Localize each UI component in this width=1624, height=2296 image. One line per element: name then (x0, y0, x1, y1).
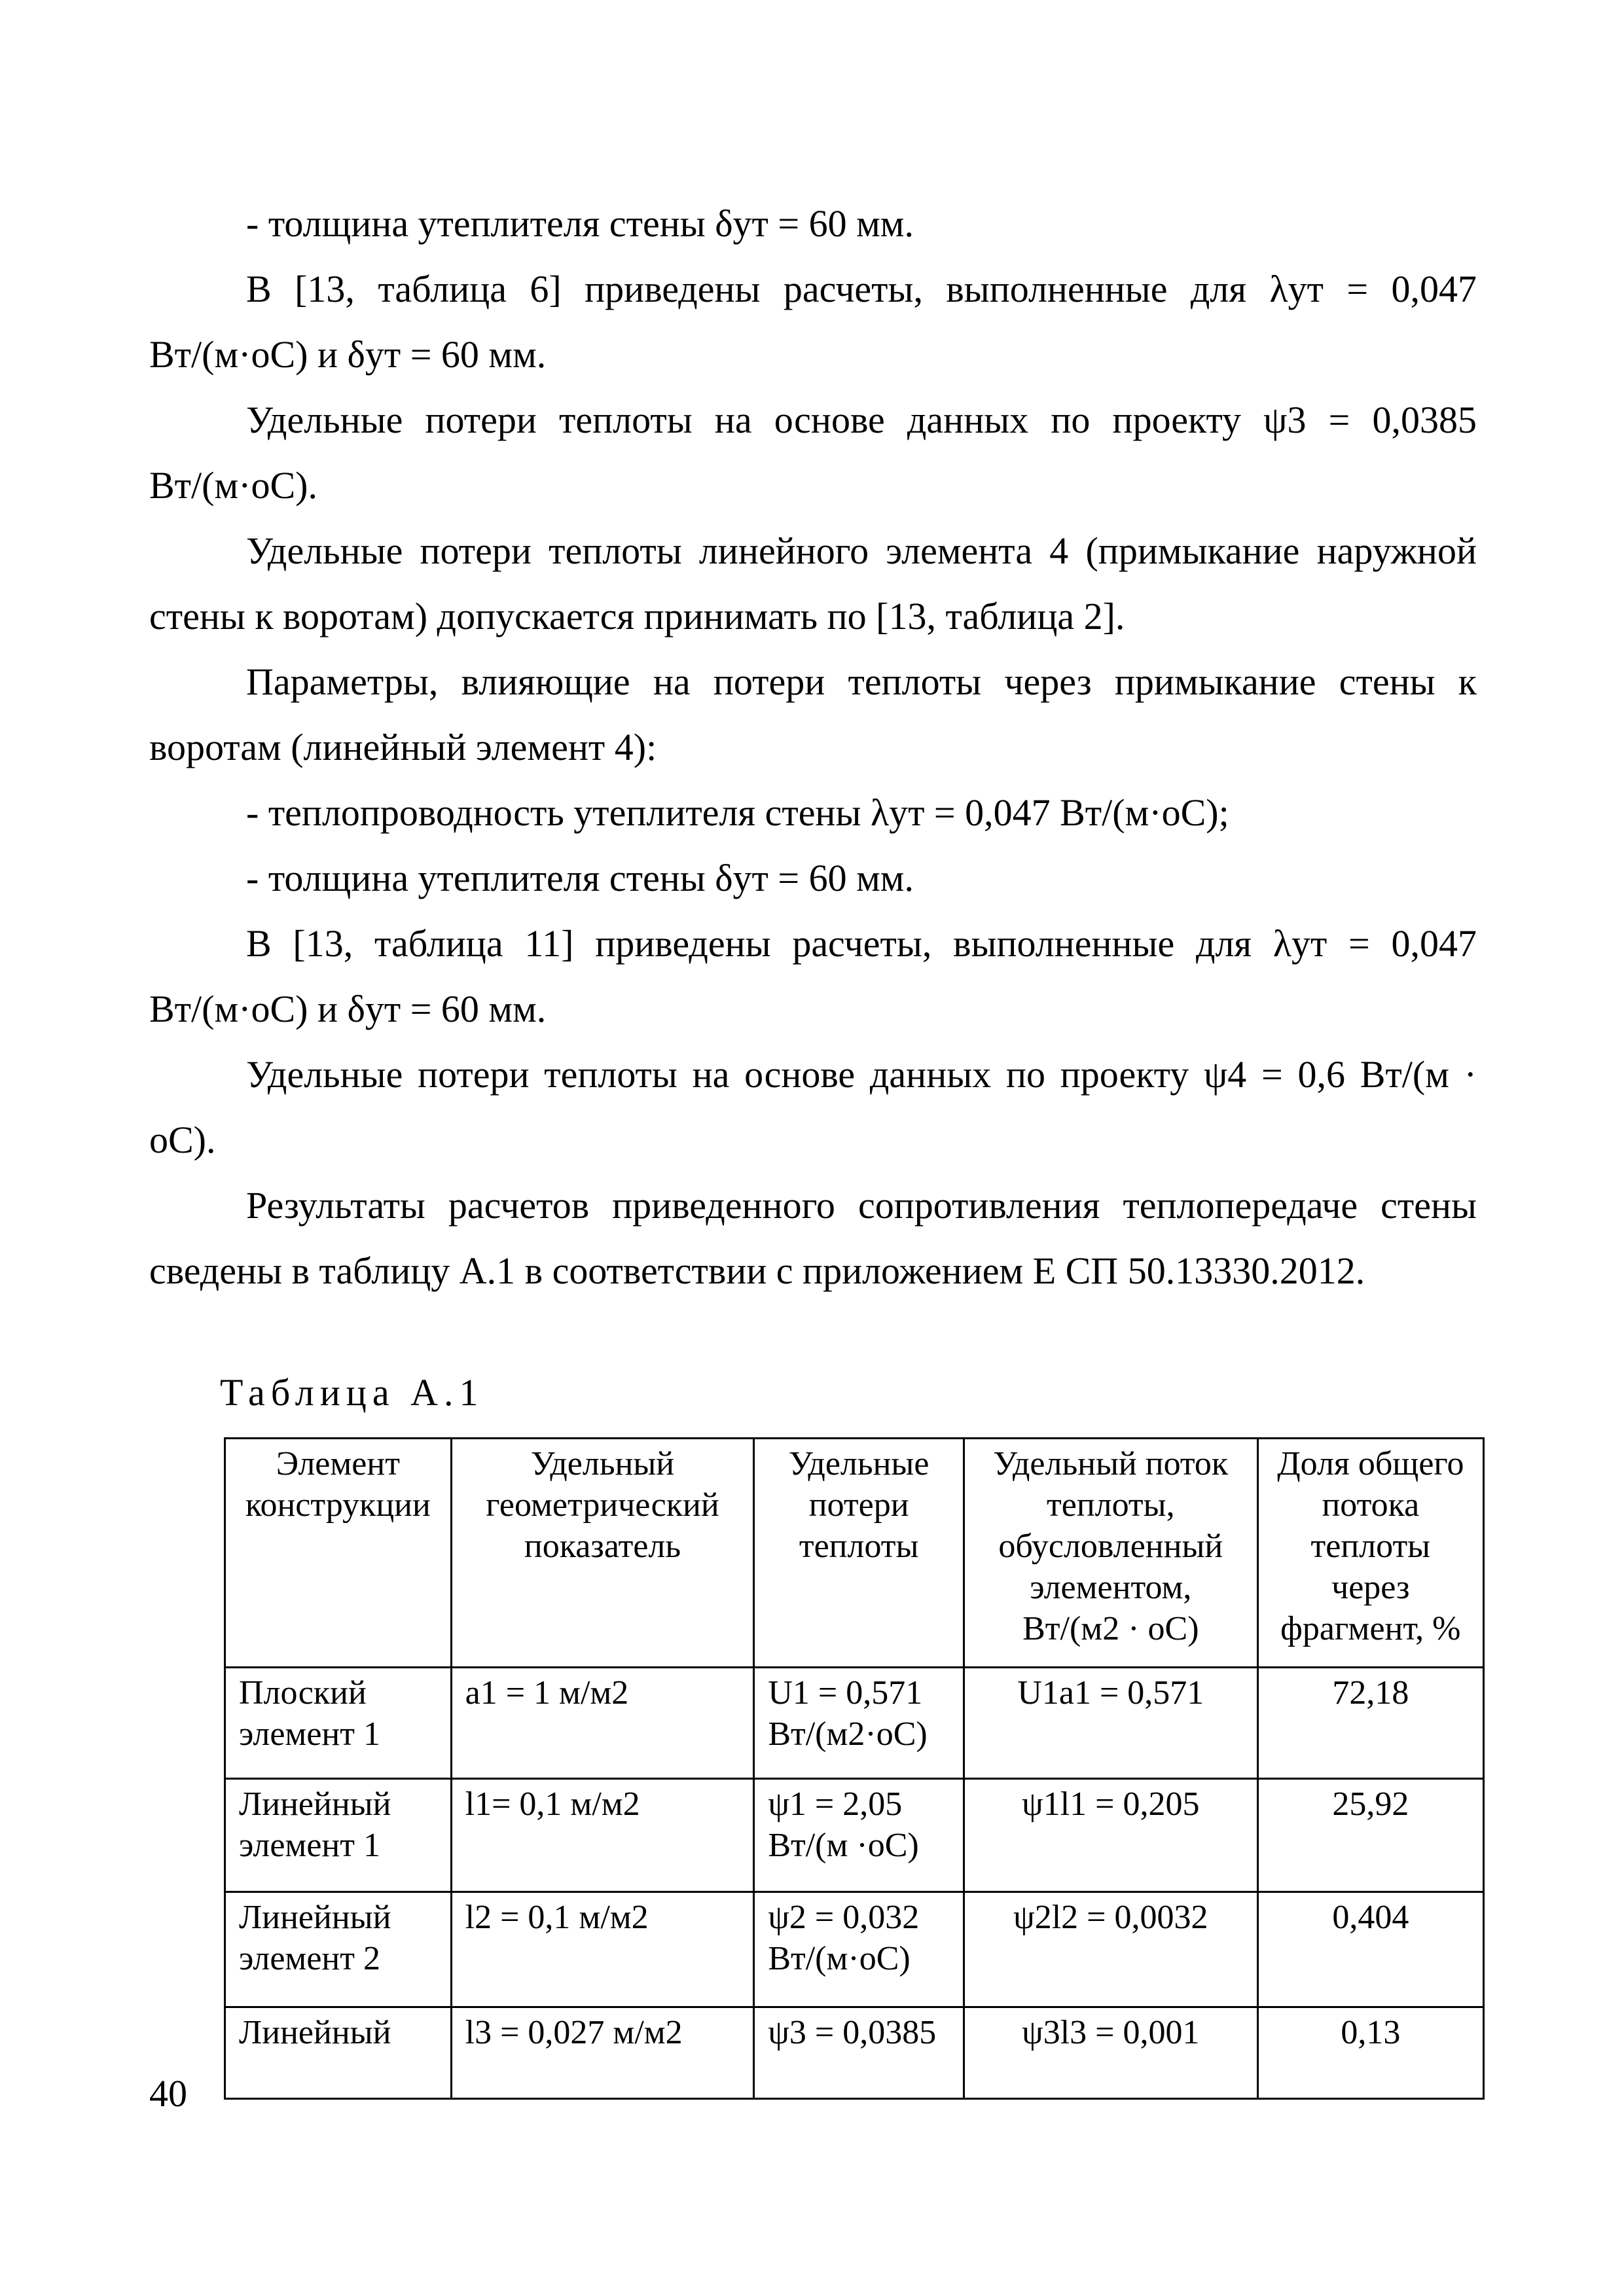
table-caption: Таблица А.1 (220, 1371, 484, 1414)
paragraph-line: Удельные потери теплоты линейного элемента 4 (примыкание наружной (246, 529, 1477, 572)
table-header-cell: Удельный поток теплоты, обусловленный элементом, Вт/(м2 · оС) (964, 1439, 1257, 1668)
table-cell: l1= 0,1 м/м2 (451, 1779, 754, 1892)
body-text (149, 191, 1477, 1304)
paragraph-line: Параметры, влияющие на потери теплоты через примыкание стены к (246, 660, 1477, 703)
paragraph-line: воротам (линейный элемент 4): (149, 726, 657, 768)
table-row (225, 1668, 1484, 1779)
table-row (225, 2007, 1484, 2099)
table-cell: ψ3 = 0,0385 (754, 2007, 964, 2099)
table-cell: ψ2l2 = 0,0032 (964, 1892, 1257, 2007)
paragraph-line: сведены в таблицу А.1 в соответствии с приложением Е СП 50.13330.2012. (149, 1249, 1365, 1292)
table-cell: Линейный элемент 1 (225, 1779, 452, 1892)
table-header-cell: Элемент конструкции (225, 1439, 452, 1668)
table-cell: U1a1 = 0,571 (964, 1668, 1257, 1779)
table-cell: 0,13 (1257, 2007, 1483, 2099)
paragraph-line: В [13, таблица 11] приведены расчеты, выполненные для λут = 0,047 (246, 922, 1477, 965)
table-header-cell: Доля общего потока теплоты через фрагмент, % (1257, 1439, 1483, 1668)
paragraph-line: Удельные потери теплоты на основе данных по проекту ψ3 = 0,0385 (246, 399, 1477, 441)
paragraph-line: - толщина утеплителя стены δут = 60 мм. (246, 857, 914, 899)
table-cell: Линейный элемент 2 (225, 1892, 452, 2007)
table-cell: 0,404 (1257, 1892, 1483, 2007)
paragraph-line: Вт/(м·оС) и δут = 60 мм. (149, 333, 547, 376)
table-cell: Плоский элемент 1 (225, 1668, 452, 1779)
page-number: 40 (149, 2072, 187, 2115)
paragraph-line: оС). (149, 1119, 216, 1161)
paragraph-line: Вт/(м·оС). (149, 464, 317, 507)
table-cell: Линейный (225, 2007, 452, 2099)
table-row (225, 1892, 1484, 2007)
paragraph-line: Вт/(м·оС) и δут = 60 мм. (149, 988, 547, 1030)
table-cell: ψ1 = 2,05 Вт/(м ·оС) (754, 1779, 964, 1892)
table-cell: ψ3l3 = 0,001 (964, 2007, 1257, 2099)
paragraph-line: Результаты расчетов приведенного сопротивления теплопередаче стены (246, 1184, 1477, 1227)
paragraph-line: Удельные потери теплоты на основе данных по проекту ψ4 = 0,6 Вт/(м · (246, 1053, 1477, 1096)
table-cell: ψ2 = 0,032 Вт/(м·оС) (754, 1892, 964, 2007)
table-header-cell: Удельные потери теплоты (754, 1439, 964, 1668)
paragraph-line: В [13, таблица 6] приведены расчеты, выполненные для λут = 0,047 (246, 268, 1477, 310)
table-cell: l3 = 0,027 м/м2 (451, 2007, 754, 2099)
table-cell: a1 = 1 м/м2 (451, 1668, 754, 1779)
table-cell: ψ1l1 = 0,205 (964, 1779, 1257, 1892)
paragraph-line: стены к воротам) допускается принимать по [13, таблица 2]. (149, 595, 1125, 637)
table-row (225, 1779, 1484, 1892)
table-cell: U1 = 0,571 Вт/(м2·оС) (754, 1668, 964, 1779)
table-header-row (225, 1439, 1484, 1668)
table-cell: 72,18 (1257, 1668, 1483, 1779)
table-cell: 25,92 (1257, 1779, 1483, 1892)
table-cell: l2 = 0,1 м/м2 (451, 1892, 754, 2007)
paragraph-line: - теплопроводность утеплителя стены λут = 0,047 Вт/(м·оС); (246, 791, 1229, 834)
data-table (224, 1437, 1485, 2100)
table-header-cell: Удельный геометрический показатель (451, 1439, 754, 1668)
paragraph-line: - толщина утеплителя стены δут = 60 мм. (246, 202, 914, 245)
